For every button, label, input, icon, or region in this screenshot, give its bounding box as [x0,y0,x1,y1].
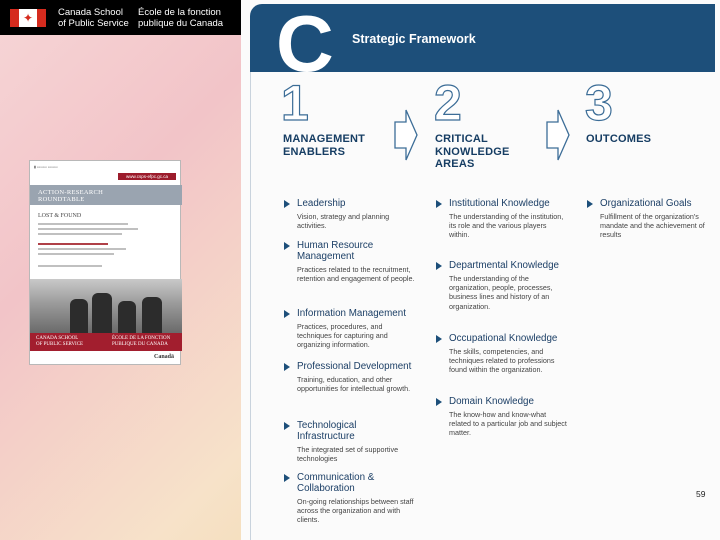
bullet-arrow-icon [284,310,290,318]
heading-2-line2: KNOWLEDGE [435,145,510,158]
section-letter: C [276,0,331,88]
cover-footer-fr-line2: PUBLIQUE DU CANADA [112,342,168,347]
item-title: Domain Knowledge [449,396,534,407]
page-number: 59 [696,489,706,499]
column-number-2: 2 [434,75,462,131]
column-heading-3 [586,133,651,146]
heading-3-line1: OUTCOMES [586,133,652,145]
flow-arrow-icon [393,108,419,162]
cover-text-line [38,248,126,250]
bullet-arrow-icon [284,474,290,482]
framework-item [449,260,567,311]
item-description: Training, education, and other opportunities for intellectual growth. [297,375,411,394]
framework-item [297,361,415,393]
framework-title: Strategic Framework [352,32,476,46]
cover-text-line [38,243,108,245]
framework-item [449,333,567,375]
framework-item [297,198,415,230]
item-title: Institutional Knowledge [449,198,550,209]
cover-text-line [38,228,138,230]
framework-item [449,198,567,240]
item-description: The integrated set of supportive technologies [297,445,399,464]
bullet-arrow-icon [436,262,442,270]
org-en-line1: Canada School [58,7,123,18]
cover-title-line1: ACTION-RESEARCH [38,189,104,196]
item-description: Fulfillment of the organization's mandate and the achievement of results [600,212,705,240]
item-title: Professional Development [297,361,412,372]
cover-text-line [38,223,128,225]
framework-item [600,198,712,240]
heading-2-line1: CRITICAL [435,133,488,145]
item-description: Practices, procedures, and techniques for capturing and organizing information. [297,322,388,350]
flow-arrow-icon [545,108,571,162]
cover-subtitle: LOST & FOUND [38,213,82,219]
item-title: Occupational Knowledge [449,333,558,344]
item-title: Human Resource Management [297,240,374,262]
bullet-arrow-icon [284,242,290,250]
report-cover-thumbnail [29,160,181,365]
item-description: Vision, strategy and planning activities. [297,212,390,231]
item-title: Communication & Collaboration [297,472,375,494]
org-name-french [138,7,223,29]
cover-text-line [38,253,114,255]
bullet-arrow-icon [436,398,442,406]
item-description: The skills, competencies, and techniques related to professions found within the organization. [449,347,555,375]
bullet-arrow-icon [284,200,290,208]
column-heading-1 [283,133,365,158]
item-description: The understanding of the institution, its role and the various players within. [449,212,564,240]
framework-item [297,240,415,283]
heading-1-line1: MANAGEMENT [283,133,366,145]
heading-1-line2: ENABLERS [283,145,346,158]
cover-text-line [38,233,122,235]
framework-item [297,472,415,525]
item-title: Organizational Goals [600,198,692,209]
cover-photo [30,279,182,341]
org-name-english [58,7,129,29]
canada-flag-icon: ✦ [10,9,46,27]
item-title: Departmental Knowledge [449,260,560,271]
heading-2-line3: AREAS [435,158,475,170]
column-heading-2 [435,133,510,171]
bullet-arrow-icon [436,335,442,343]
org-fr-line2: publique du Canada [138,18,224,29]
item-description: On-going relationships between staff across the organization and with clients. [297,497,414,525]
framework-item [297,420,415,463]
header-bar [0,0,241,35]
framework-item [297,308,415,350]
item-title: Information Management [297,308,406,319]
cover-footer-fr-line1: ÉCOLE DE LA FONCTION [112,336,171,341]
bullet-arrow-icon [587,200,593,208]
bullet-arrow-icon [284,363,290,371]
item-title: Technological Infrastructure [297,420,357,442]
bullet-arrow-icon [436,200,442,208]
cover-footer-en-line2: OF PUBLIC SERVICE [36,342,84,347]
canada-wordmark: Canadä [153,354,174,360]
org-fr-line1: École de la fonction [138,7,221,18]
cover-top-logos: ▮ ▭▭▭ ▭▭▭ [34,165,58,169]
bullet-arrow-icon [284,422,290,430]
strategic-framework-page [241,0,720,540]
org-en-line2: of Public Service [58,18,129,29]
item-description: The know-how and know-what related to a particular job and subject matter. [449,410,567,438]
framework-item [449,396,567,438]
item-description: The understanding of the organization, people, processes, business lines and history of an organization. [449,274,553,311]
framework-header [250,0,715,88]
column-number-1: 1 [281,75,309,131]
cover-text-line [38,265,102,267]
cover-url: www.csps-efpc.gc.ca [118,173,176,180]
column-number-3: 3 [585,75,613,131]
item-title: Leadership [297,198,346,209]
cover-footer-en-line1: CANADA SCHOOL [36,336,79,341]
cover-footer-english [36,336,98,348]
cover-footer-french [112,336,178,348]
cover-title-line2: ROUNDTABLE [38,196,85,203]
cover-title [38,189,158,203]
item-description: Practices related to the recruitment, retention and engagement of people. [297,265,415,284]
